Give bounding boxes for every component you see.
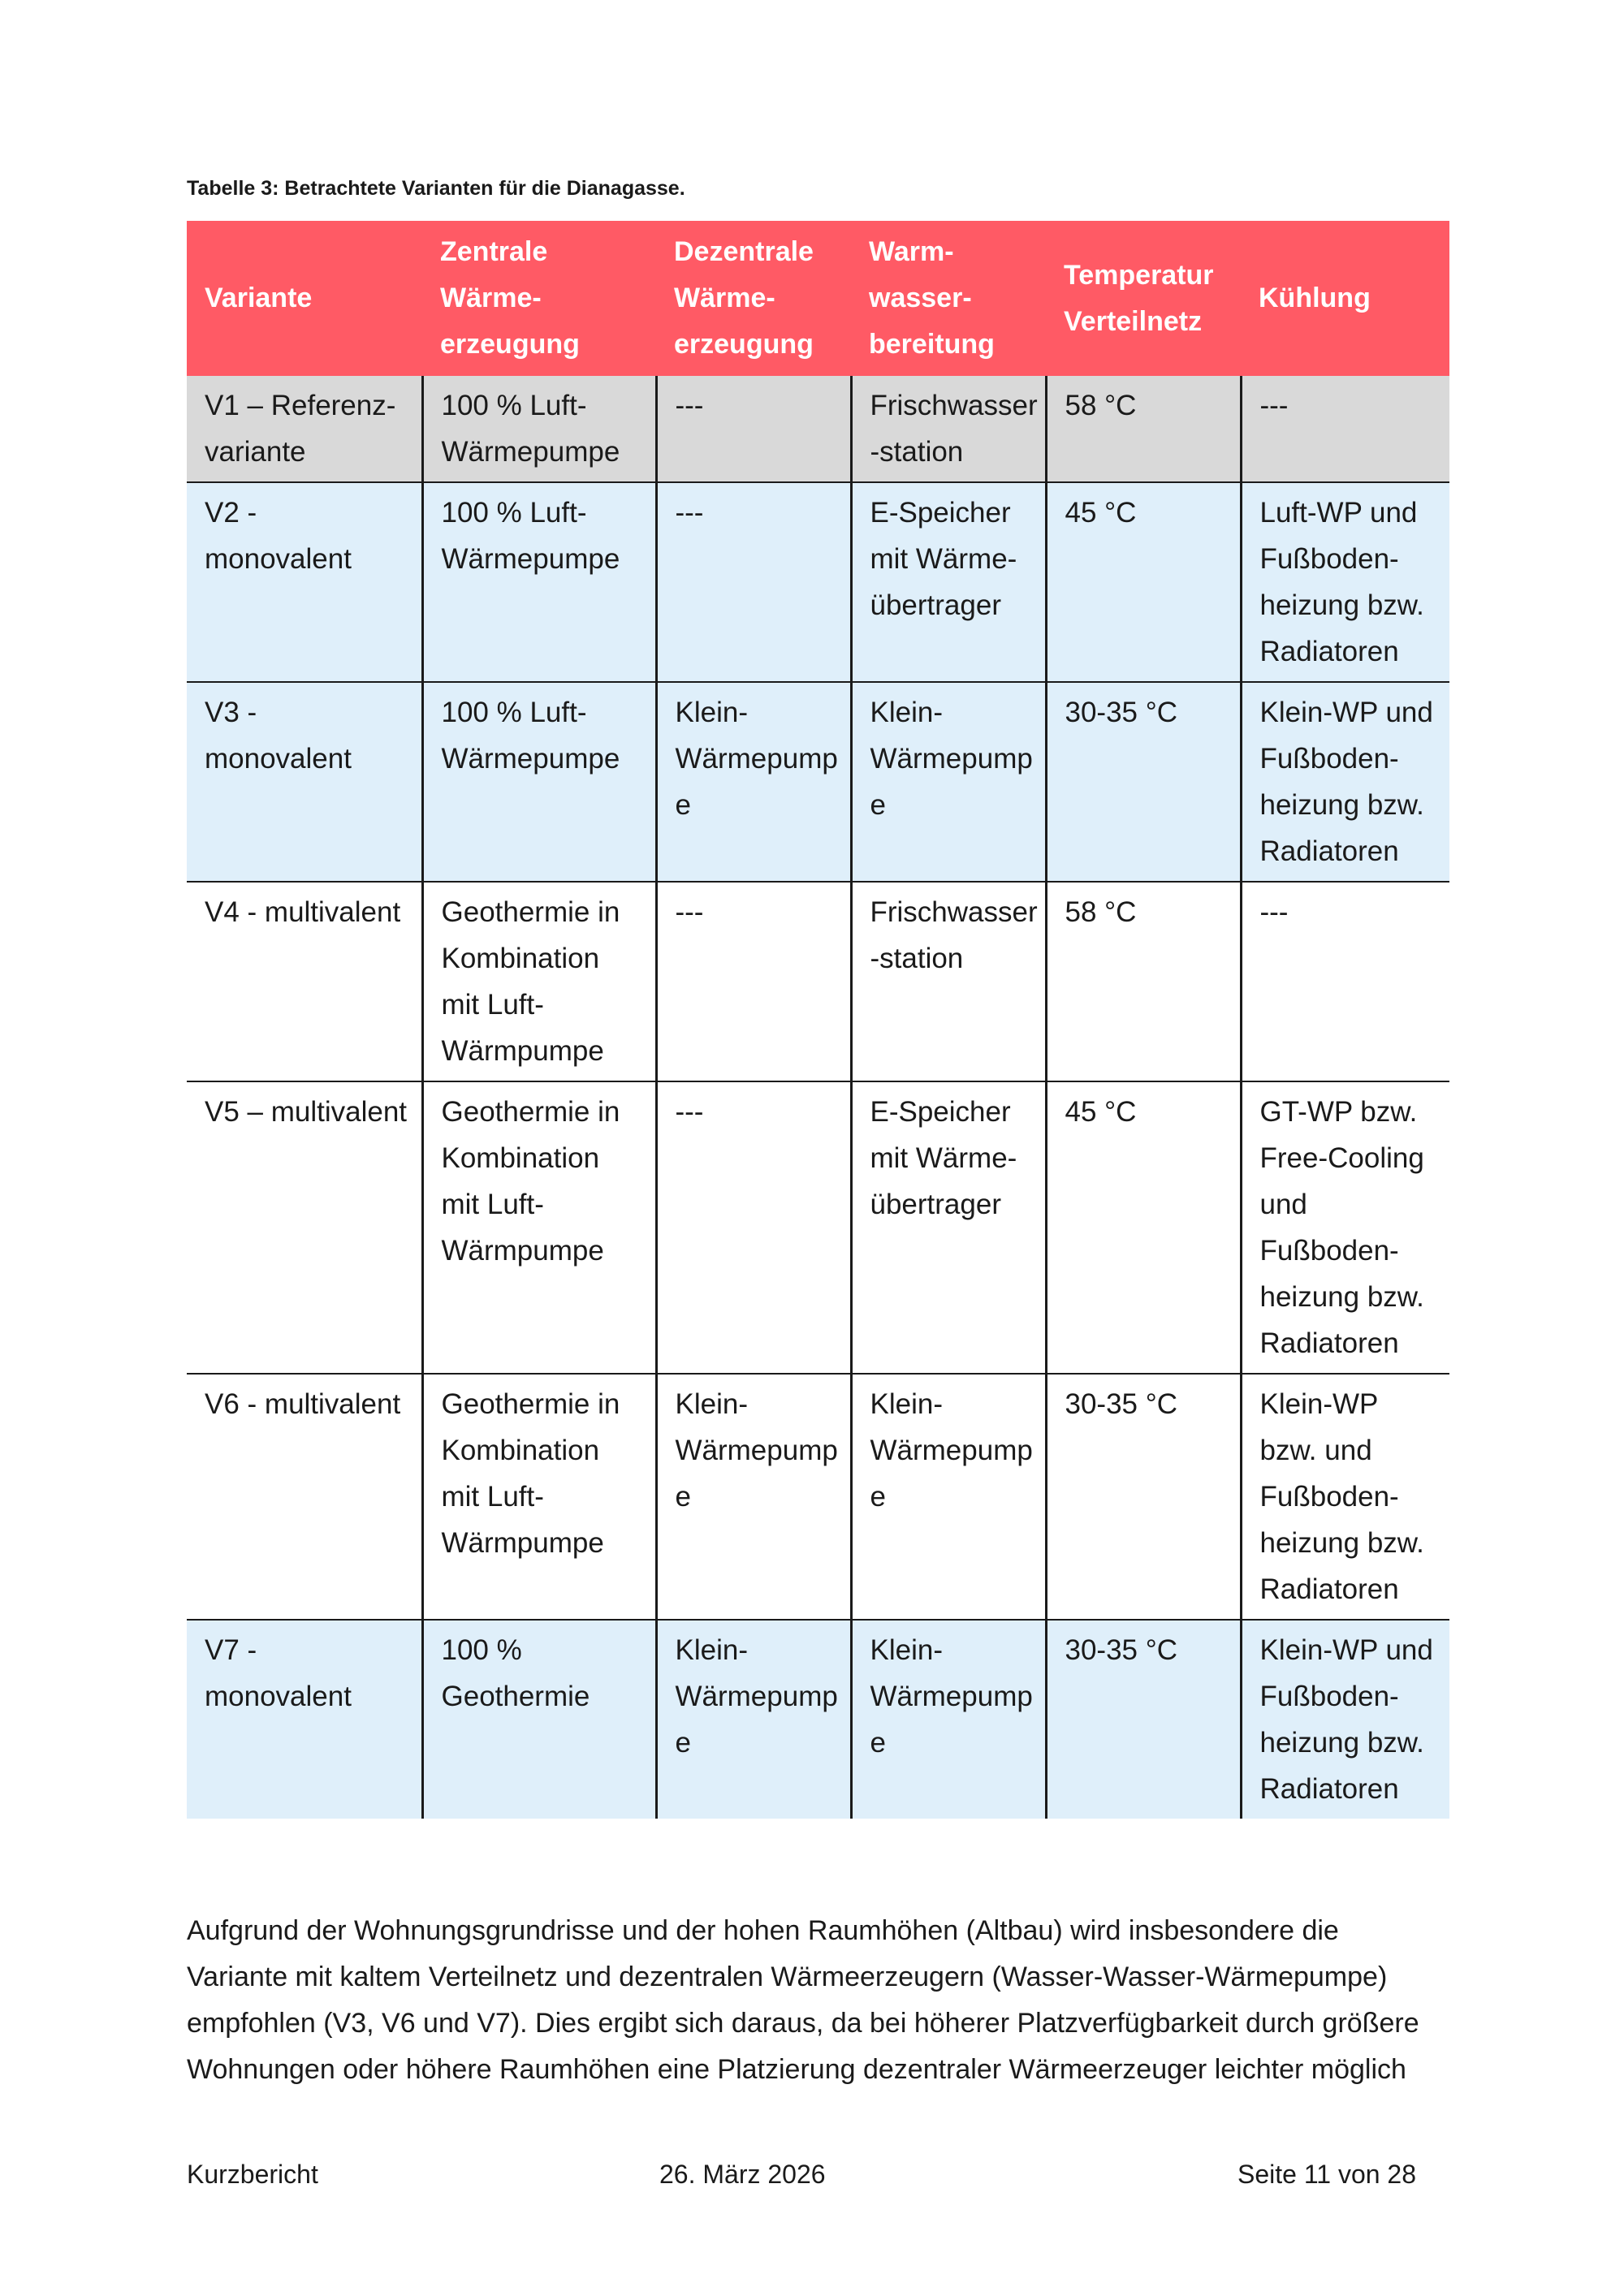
cell-line: Temperatur [1064, 259, 1214, 291]
cell-line: Klein- [675, 1388, 748, 1420]
cell-line: Wärmepumpe [441, 743, 620, 775]
cell-line: bereitung [869, 329, 995, 360]
table-cell [1241, 1620, 1449, 1819]
column-header [422, 221, 656, 376]
cell-line: Wärmpumpe [441, 1235, 604, 1267]
column-header [656, 221, 851, 376]
cell-line: Wärmepumpe [441, 436, 620, 468]
cell-line: GT-WP bzw. [1259, 1096, 1418, 1128]
cell-line: mit Luft- [441, 989, 544, 1021]
cell-line: wasser- [869, 283, 972, 313]
cell-line: V3 - monovalent [205, 697, 352, 775]
cell-line: Kombination [441, 943, 600, 974]
table-cell [851, 376, 1046, 482]
table-cell [422, 1374, 656, 1620]
cell-line: übertrager [870, 1189, 1001, 1220]
cell-line: Wärmepump [870, 1681, 1033, 1712]
table-cell [656, 1081, 851, 1374]
table-cell [1046, 482, 1241, 682]
table-cell [851, 482, 1046, 682]
table-cell [187, 376, 422, 482]
table-row [187, 482, 1449, 682]
cell-line: Wärme- [674, 283, 775, 313]
cell-line: Geothermie [441, 1681, 590, 1712]
cell-line: Radiatoren [1259, 636, 1399, 667]
table-header-row [187, 221, 1449, 376]
cell-line: mit Wärme- [870, 543, 1017, 575]
body-paragraph [187, 1908, 1470, 2093]
table-cell [656, 376, 851, 482]
column-header [851, 221, 1046, 376]
table-cell [1046, 376, 1241, 482]
cell-line: V1 – Referenz- [205, 390, 396, 421]
column-header [1046, 221, 1241, 376]
cell-line: --- [1259, 390, 1289, 421]
cell-line: V4 - multivalent [205, 896, 401, 928]
paragraph-line: Wohnungen oder höhere Raumhöhen eine Platzierung dezentraler Wärmeerzeuger leichter möglich [187, 2054, 1406, 2085]
cell-line: heizung bzw. [1259, 1727, 1424, 1759]
table-row [187, 682, 1449, 882]
cell-line: --- [675, 896, 704, 928]
cell-line: --- [675, 497, 704, 529]
cell-line: heizung bzw. [1259, 1527, 1424, 1559]
cell-line: Kombination [441, 1435, 600, 1466]
table-cell [1046, 682, 1241, 882]
cell-line: Warm- [869, 236, 954, 267]
cell-line: Frischwasser [870, 390, 1038, 421]
table-cell [1241, 376, 1449, 482]
cell-line: -station [870, 436, 964, 468]
cell-line: variante [205, 436, 306, 468]
cell-line: erzeugung [674, 329, 814, 360]
cell-line: Free-Cooling [1259, 1142, 1424, 1174]
cell-line: übertrager [870, 589, 1001, 621]
cell-line: Geothermie in [441, 1096, 620, 1128]
cell-line: Luft-WP und [1259, 497, 1418, 529]
table-cell [1046, 1374, 1241, 1620]
cell-line: Frischwasser [870, 896, 1038, 928]
table-cell [656, 882, 851, 1081]
table-body [187, 376, 1449, 1819]
cell-line: -station [870, 943, 964, 974]
footer-left: Kurzbericht [187, 2160, 318, 2189]
cell-line: Klein- [870, 1388, 943, 1420]
cell-line: Geothermie in [441, 1388, 620, 1420]
table-cell [187, 1374, 422, 1620]
cell-line: Klein-WP [1259, 1388, 1379, 1420]
cell-line: V5 – multivalent [205, 1096, 408, 1128]
cell-line: V6 - multivalent [205, 1388, 401, 1420]
cell-line: 58 °C [1065, 896, 1137, 928]
cell-line: Klein- [675, 1634, 748, 1666]
cell-line: e [870, 1727, 886, 1759]
table-cell [187, 1620, 422, 1819]
cell-line: Fußboden- [1259, 1235, 1399, 1267]
cell-line: 100 % [441, 1634, 522, 1666]
footer-page-number: Seite 11 von 28 [1237, 2160, 1417, 2189]
cell-line: e [675, 1727, 691, 1759]
table-cell [851, 882, 1046, 1081]
cell-line: Dezentrale [674, 236, 814, 267]
cell-line: Verteilnetz [1064, 305, 1203, 337]
table-row [187, 882, 1449, 1081]
cell-line: V7 - monovalent [205, 1634, 352, 1712]
table-caption: Tabelle 3: Betrachtete Varianten für die Dianagasse. [187, 177, 685, 200]
table-cell [1241, 1081, 1449, 1374]
column-header [1241, 221, 1449, 376]
cell-line: 100 % Luft- [441, 497, 587, 529]
table-cell [1046, 1081, 1241, 1374]
table-cell [851, 1081, 1046, 1374]
cell-line: e [870, 1481, 886, 1513]
cell-line: Wärme- [440, 283, 542, 313]
cell-line: Kühlung [1259, 283, 1371, 313]
column-header [187, 221, 422, 376]
table-row [187, 376, 1449, 482]
table-cell [422, 482, 656, 682]
cell-line: heizung bzw. [1259, 789, 1424, 821]
cell-line: e [675, 789, 691, 821]
cell-line: --- [675, 390, 704, 421]
cell-line: Wärmepump [870, 1435, 1033, 1466]
cell-line: Klein- [675, 697, 748, 728]
cell-line: und [1259, 1189, 1307, 1220]
footer-date: 26. März 2026 [659, 2160, 826, 2189]
cell-line: Wärmepumpe [441, 543, 620, 575]
table-cell [851, 1374, 1046, 1620]
cell-line: Zentrale [440, 236, 548, 267]
cell-line: Geothermie in [441, 896, 620, 928]
table-cell [851, 682, 1046, 882]
cell-line: Klein- [870, 697, 943, 728]
paragraph-line: Aufgrund der Wohnungsgrundrisse und der hohen Raumhöhen (Altbau) wird insbesondere die [187, 1915, 1339, 1946]
cell-line: heizung bzw. [1259, 1281, 1424, 1313]
cell-line: bzw. und [1259, 1435, 1372, 1466]
cell-line: e [870, 789, 886, 821]
cell-line: mit Wärme- [870, 1142, 1017, 1174]
table-cell [1241, 682, 1449, 882]
cell-line: Wärmpumpe [441, 1527, 604, 1559]
cell-line: Fußboden- [1259, 1681, 1399, 1712]
table-cell [1241, 882, 1449, 1081]
table-cell [656, 1374, 851, 1620]
table-cell [422, 376, 656, 482]
variants-table [187, 221, 1449, 1819]
cell-line: Klein- [870, 1634, 943, 1666]
table-cell [851, 1620, 1046, 1819]
table-cell [656, 682, 851, 882]
table-cell [422, 1620, 656, 1819]
cell-line: 45 °C [1065, 1096, 1137, 1128]
cell-line: heizung bzw. [1259, 589, 1424, 621]
table-row [187, 1081, 1449, 1374]
cell-line: 100 % Luft- [441, 697, 587, 728]
cell-line: 100 % Luft- [441, 390, 587, 421]
paragraph-line: Variante mit kaltem Verteilnetz und dezentralen Wärmeerzeugern (Wasser-Wasser-Wärmepumpe) [187, 1962, 1388, 1992]
cell-line: --- [675, 1096, 704, 1128]
cell-line: E-Speicher [870, 497, 1011, 529]
cell-line: Klein-WP und [1259, 1634, 1433, 1666]
table-cell [656, 482, 851, 682]
table-cell [187, 882, 422, 1081]
table-cell [1046, 882, 1241, 1081]
cell-line: erzeugung [440, 329, 580, 360]
cell-line: Wärmpumpe [441, 1035, 604, 1067]
table-cell [422, 882, 656, 1081]
cell-line: 30-35 °C [1065, 1634, 1178, 1666]
cell-line: 58 °C [1065, 390, 1137, 421]
cell-line: V2 - monovalent [205, 497, 352, 575]
cell-line: Fußboden- [1259, 1481, 1399, 1513]
table-cell [187, 482, 422, 682]
cell-line: Klein-WP und [1259, 697, 1433, 728]
cell-line: Wärmepump [675, 1681, 838, 1712]
cell-line: 30-35 °C [1065, 1388, 1178, 1420]
cell-line: E-Speicher [870, 1096, 1011, 1128]
cell-line: Wärmepump [870, 743, 1033, 775]
cell-line: Radiatoren [1259, 1773, 1399, 1805]
table-row [187, 1620, 1449, 1819]
cell-line: Wärmepump [675, 1435, 838, 1466]
cell-line: Variante [205, 283, 313, 313]
cell-line: mit Luft- [441, 1481, 544, 1513]
cell-line: mit Luft- [441, 1189, 544, 1220]
table-cell [1046, 1620, 1241, 1819]
cell-line: Radiatoren [1259, 835, 1399, 867]
table-cell [187, 1081, 422, 1374]
cell-line: e [675, 1481, 691, 1513]
cell-line: Fußboden- [1259, 543, 1399, 575]
table-row [187, 1374, 1449, 1620]
cell-line: Radiatoren [1259, 1327, 1399, 1359]
table-cell [422, 1081, 656, 1374]
cell-line: 30-35 °C [1065, 697, 1178, 728]
cell-line: Fußboden- [1259, 743, 1399, 775]
cell-line: Wärmepump [675, 743, 838, 775]
cell-line: Kombination [441, 1142, 600, 1174]
cell-line: 45 °C [1065, 497, 1137, 529]
table-cell [187, 682, 422, 882]
table-cell [1241, 1374, 1449, 1620]
cell-line: Radiatoren [1259, 1573, 1399, 1605]
cell-line: --- [1259, 896, 1289, 928]
table-cell [1241, 482, 1449, 682]
table-cell [656, 1620, 851, 1819]
paragraph-line: empfohlen (V3, V6 und V7). Dies ergibt sich daraus, da bei höherer Platzverfügbarkeit durch größere [187, 2008, 1419, 2039]
table-cell [422, 682, 656, 882]
